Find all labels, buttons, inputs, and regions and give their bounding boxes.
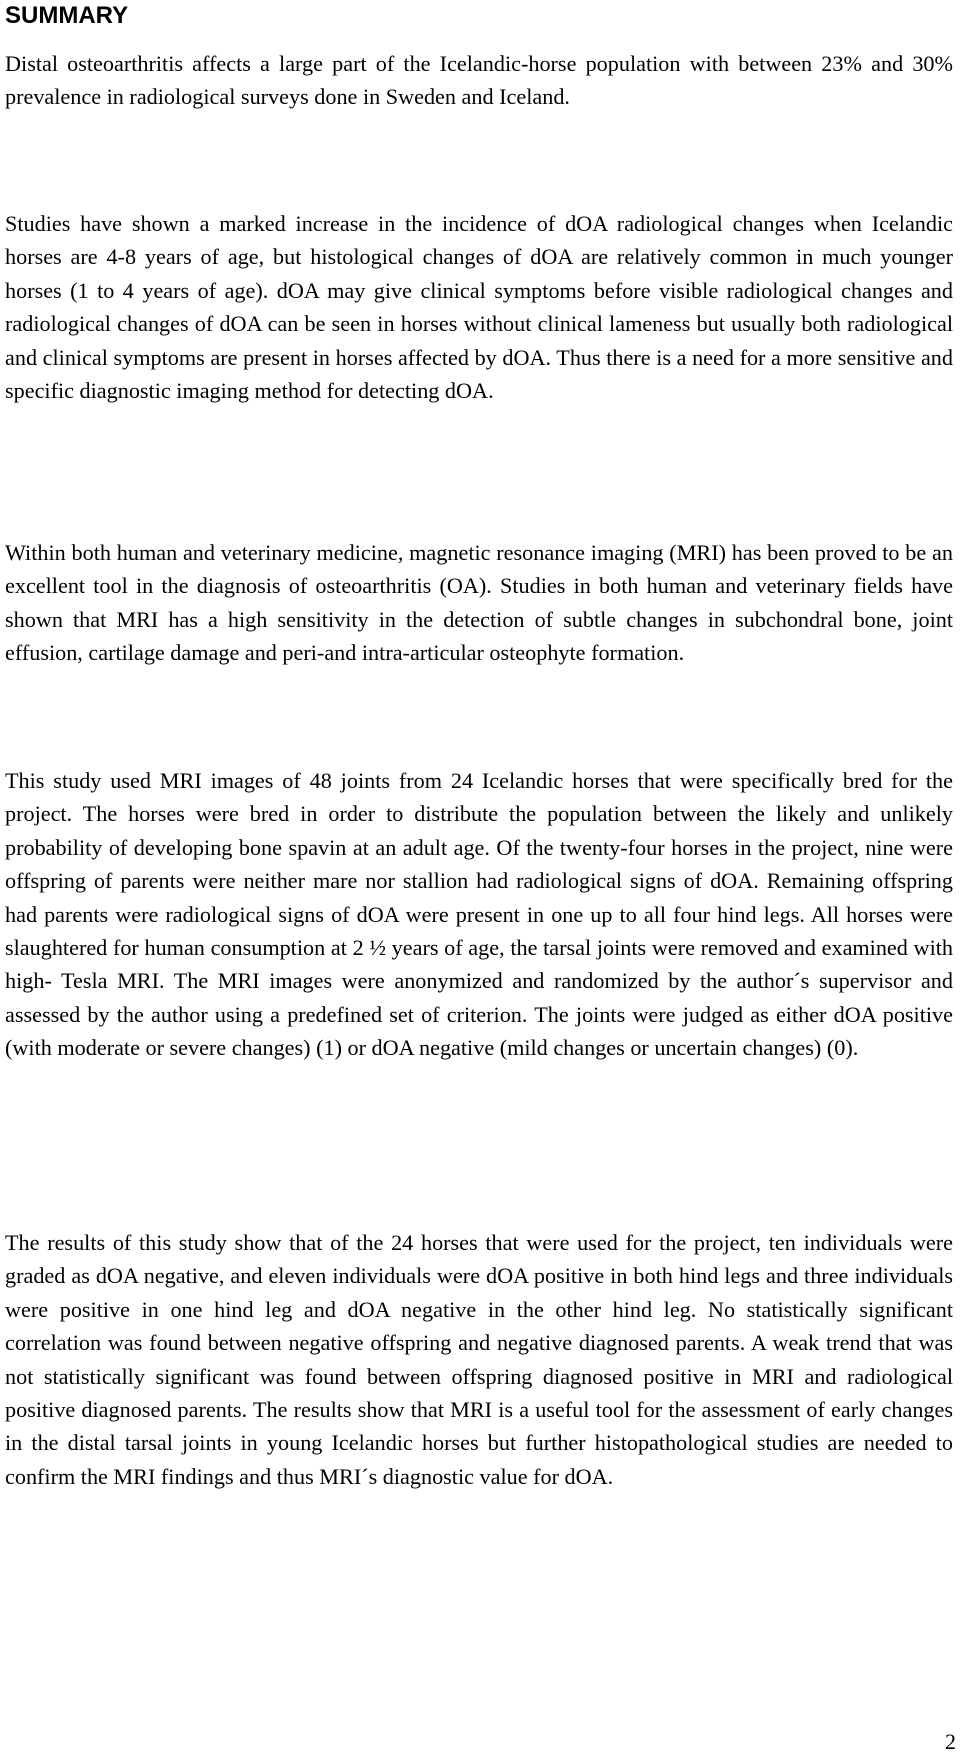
page-number: 2 xyxy=(945,1729,956,1754)
document-page xyxy=(5,0,953,1489)
summary-paragraph-results: The results of this study show that of the 24 horses that were used for the project, ten individuals were graded as dOA negative, and eleven individuals were dOA positive in both hind legs and three individuals were positive in one hind leg and dOA negative in the other hind leg. No statistically significant correlation was found between negative offspring and negative diagnosed parents. A weak trend that was not statistically significant was found between offspring diagnosed positive in MRI and radiological positive diagnosed parents. The results show that MRI is a useful tool for the assessment of early changes in the distal tarsal joints in young Icelandic horses but further histopathological studies are needed to confirm the MRI findings and thus MRI´s diagnostic value for dOA. xyxy=(5,1230,953,1489)
section-heading: SUMMARY xyxy=(5,2,129,29)
summary-paragraph-methods: This study used MRI images of 48 joints from 24 Icelandic horses that were specifically bred for the project. The horses were bred in order to distribute the population between the likely and unlikely probability of developing bone spavin at an adult age. Of the twenty-four horses in the project, nine were offspring of parents were neither mare nor stallion had radiological signs of dOA. Remaining offspring had parents were radiological signs of dOA were present in one up to all four hind legs. All horses were slaughtered for human consumption at 2 ½ years of age, the tarsal joints were removed and examined with high- Tesla MRI. The MRI images were anonymized and randomized by the author´s supervisor and assessed by the author using a predefined set of criterion. The joints were judged as either dOA positive (with moderate or severe changes) (1) or dOA negative (mild changes or uncertain changes) (0). xyxy=(5,768,953,1061)
summary-paragraph-prevalence: Distal osteoarthritis affects a large part of the Icelandic-horse population with between 23% and 30% prevalence in radiological surveys done in Sweden and Iceland. xyxy=(5,51,953,110)
summary-paragraph-mri-background: Within both human and veterinary medicine, magnetic resonance imaging (MRI) has been proved to be an excellent tool in the diagnosis of osteoarthritis (OA). Studies in both human and veterinary fields have shown that MRI has a high sensitivity in the detection of subtle changes in subchondral bone, joint effusion, cartilage damage and peri-and intra-articular osteophyte formation. xyxy=(5,540,953,666)
summary-paragraph-incidence: Studies have shown a marked increase in the incidence of dOA radiological changes when Icelandic horses are 4-8 years of age, but histological changes of dOA are relatively common in much younger horses (1 to 4 years of age). dOA may give clinical symptoms before visible radiological changes and radiological changes of dOA can be seen in horses without clinical lameness but usually both radiological and clinical symptoms are present in horses affected by dOA. Thus there is a need for a more sensitive and specific diagnostic imaging method for detecting dOA. xyxy=(5,211,953,404)
